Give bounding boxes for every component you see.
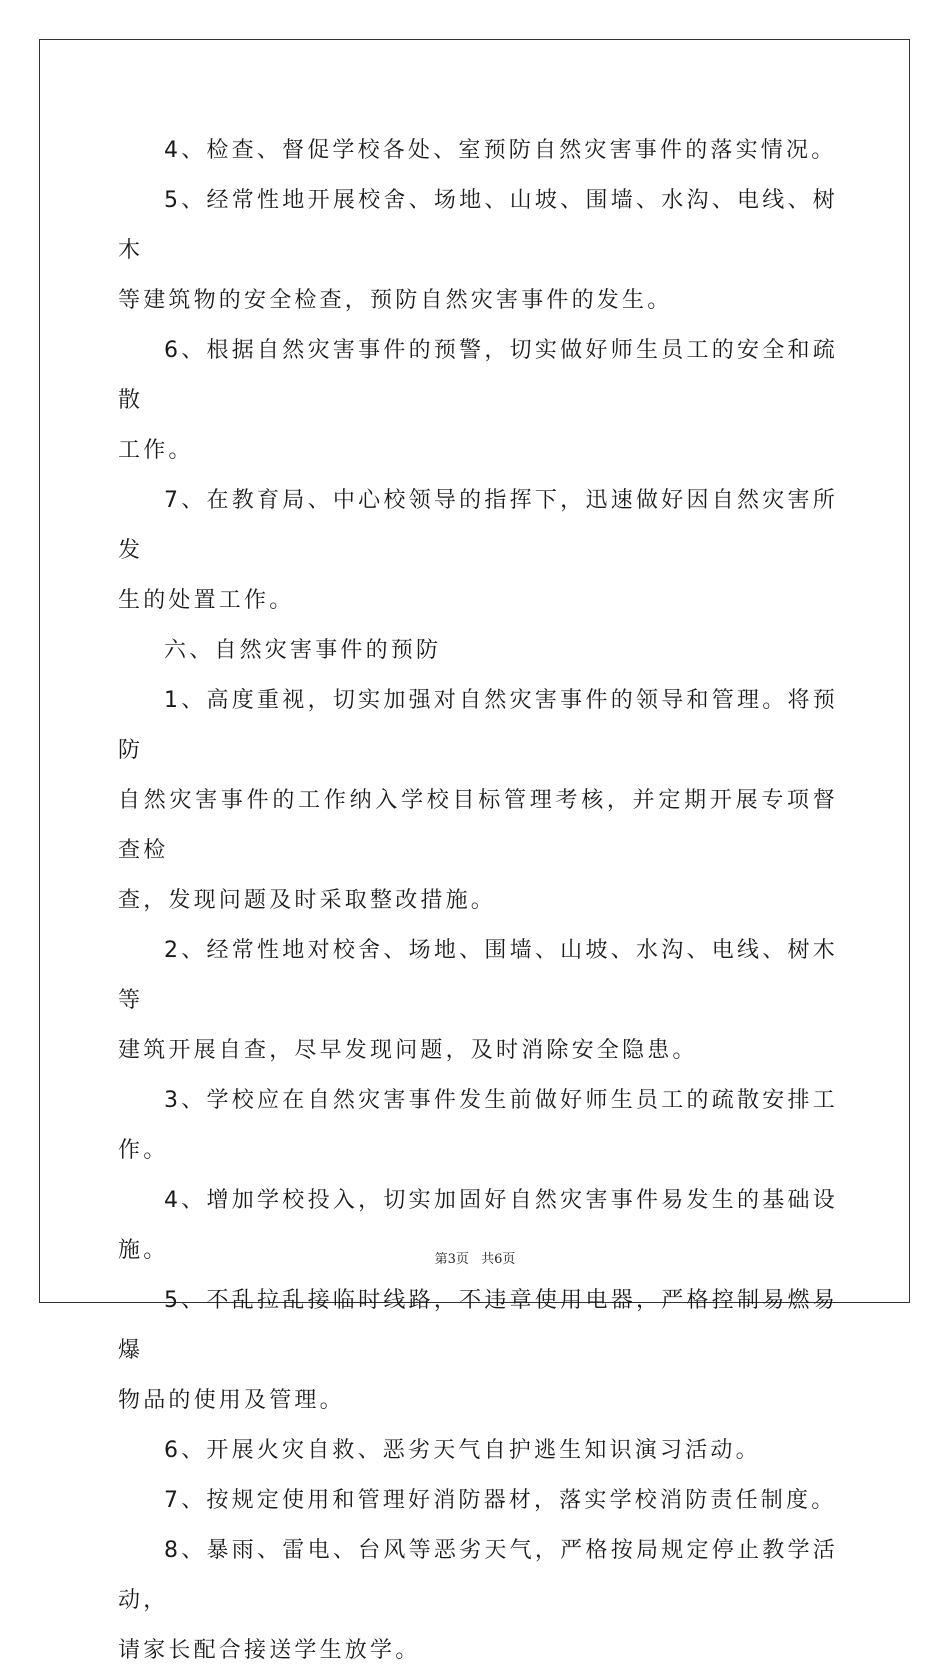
paragraph-line: 8、暴雨、雷电、台风等恶劣天气，严格按局规定停止教学活动， — [118, 1538, 838, 1613]
paragraph-line: 7、在教育局、中心校领导的指挥下，迅速做好因自然灾害所发 — [118, 488, 838, 563]
paragraph-line: 7、按规定使用和管理好消防器材，落实学校消防责任制度。 — [164, 1488, 837, 1513]
paragraph — [118, 1276, 838, 1426]
document-body — [118, 126, 838, 1676]
paragraph — [118, 926, 838, 1076]
paragraph-line: 物品的使用及管理。 — [118, 1388, 345, 1413]
paragraph — [118, 176, 838, 326]
paragraph-line: 5、经常性地开展校舍、场地、山坡、围墙、水沟、电线、树木 — [118, 188, 838, 263]
paragraph-line: 工作。 — [118, 438, 194, 463]
paragraph-line: 生的处置工作。 — [118, 588, 295, 613]
paragraph — [118, 676, 838, 926]
paragraph-line: 建筑开展自查，尽早发现问题，及时消除安全隐患。 — [118, 1038, 698, 1063]
page-total: 共6页 — [481, 1252, 516, 1267]
paragraph — [118, 1526, 838, 1676]
paragraph-line: 六、自然灾害事件的预防 — [164, 638, 442, 663]
page-footer — [0, 1248, 950, 1267]
paragraph-line: 1、高度重视，切实加强对自然灾害事件的领导和管理。将预防 — [118, 688, 838, 763]
paragraph-line: 3、学校应在自然灾害事件发生前做好师生员工的疏散安排工作。 — [118, 1088, 838, 1163]
paragraph-line: 4、检查、督促学校各处、室预防自然灾害事件的落实情况。 — [164, 138, 837, 163]
paragraph-line: 6、根据自然灾害事件的预警，切实做好师生员工的安全和疏散 — [118, 338, 838, 413]
paragraph-line: 5、不乱拉乱接临时线路，不违章使用电器，严格控制易燃易爆 — [118, 1288, 838, 1363]
paragraph — [118, 1476, 838, 1526]
paragraph-line: 6、开展火灾自救、恶劣天气自护逃生知识演习活动。 — [164, 1438, 761, 1463]
paragraph-line: 4、增加学校投入，切实加固好自然灾害事件易发生的基础设施。 — [118, 1188, 838, 1263]
paragraph-line: 2、经常性地对校舍、场地、围墙、山坡、水沟、电线、树木等 — [118, 938, 838, 1013]
paragraph-line: 请家长配合接送学生放学。 — [118, 1638, 421, 1663]
paragraph — [118, 626, 838, 676]
paragraph — [118, 476, 838, 626]
paragraph — [118, 1076, 838, 1176]
paragraph — [118, 326, 838, 476]
paragraph — [118, 1426, 838, 1476]
paragraph-line: 等建筑物的安全检查，预防自然灾害事件的发生。 — [118, 288, 673, 313]
paragraph-line: 自然灾害事件的工作纳入学校目标管理考核，并定期开展专项督查检 — [118, 788, 838, 863]
paragraph-line: 查，发现问题及时采取整改措施。 — [118, 888, 497, 913]
page-number: 第3页 — [434, 1252, 469, 1267]
paragraph — [118, 126, 838, 176]
